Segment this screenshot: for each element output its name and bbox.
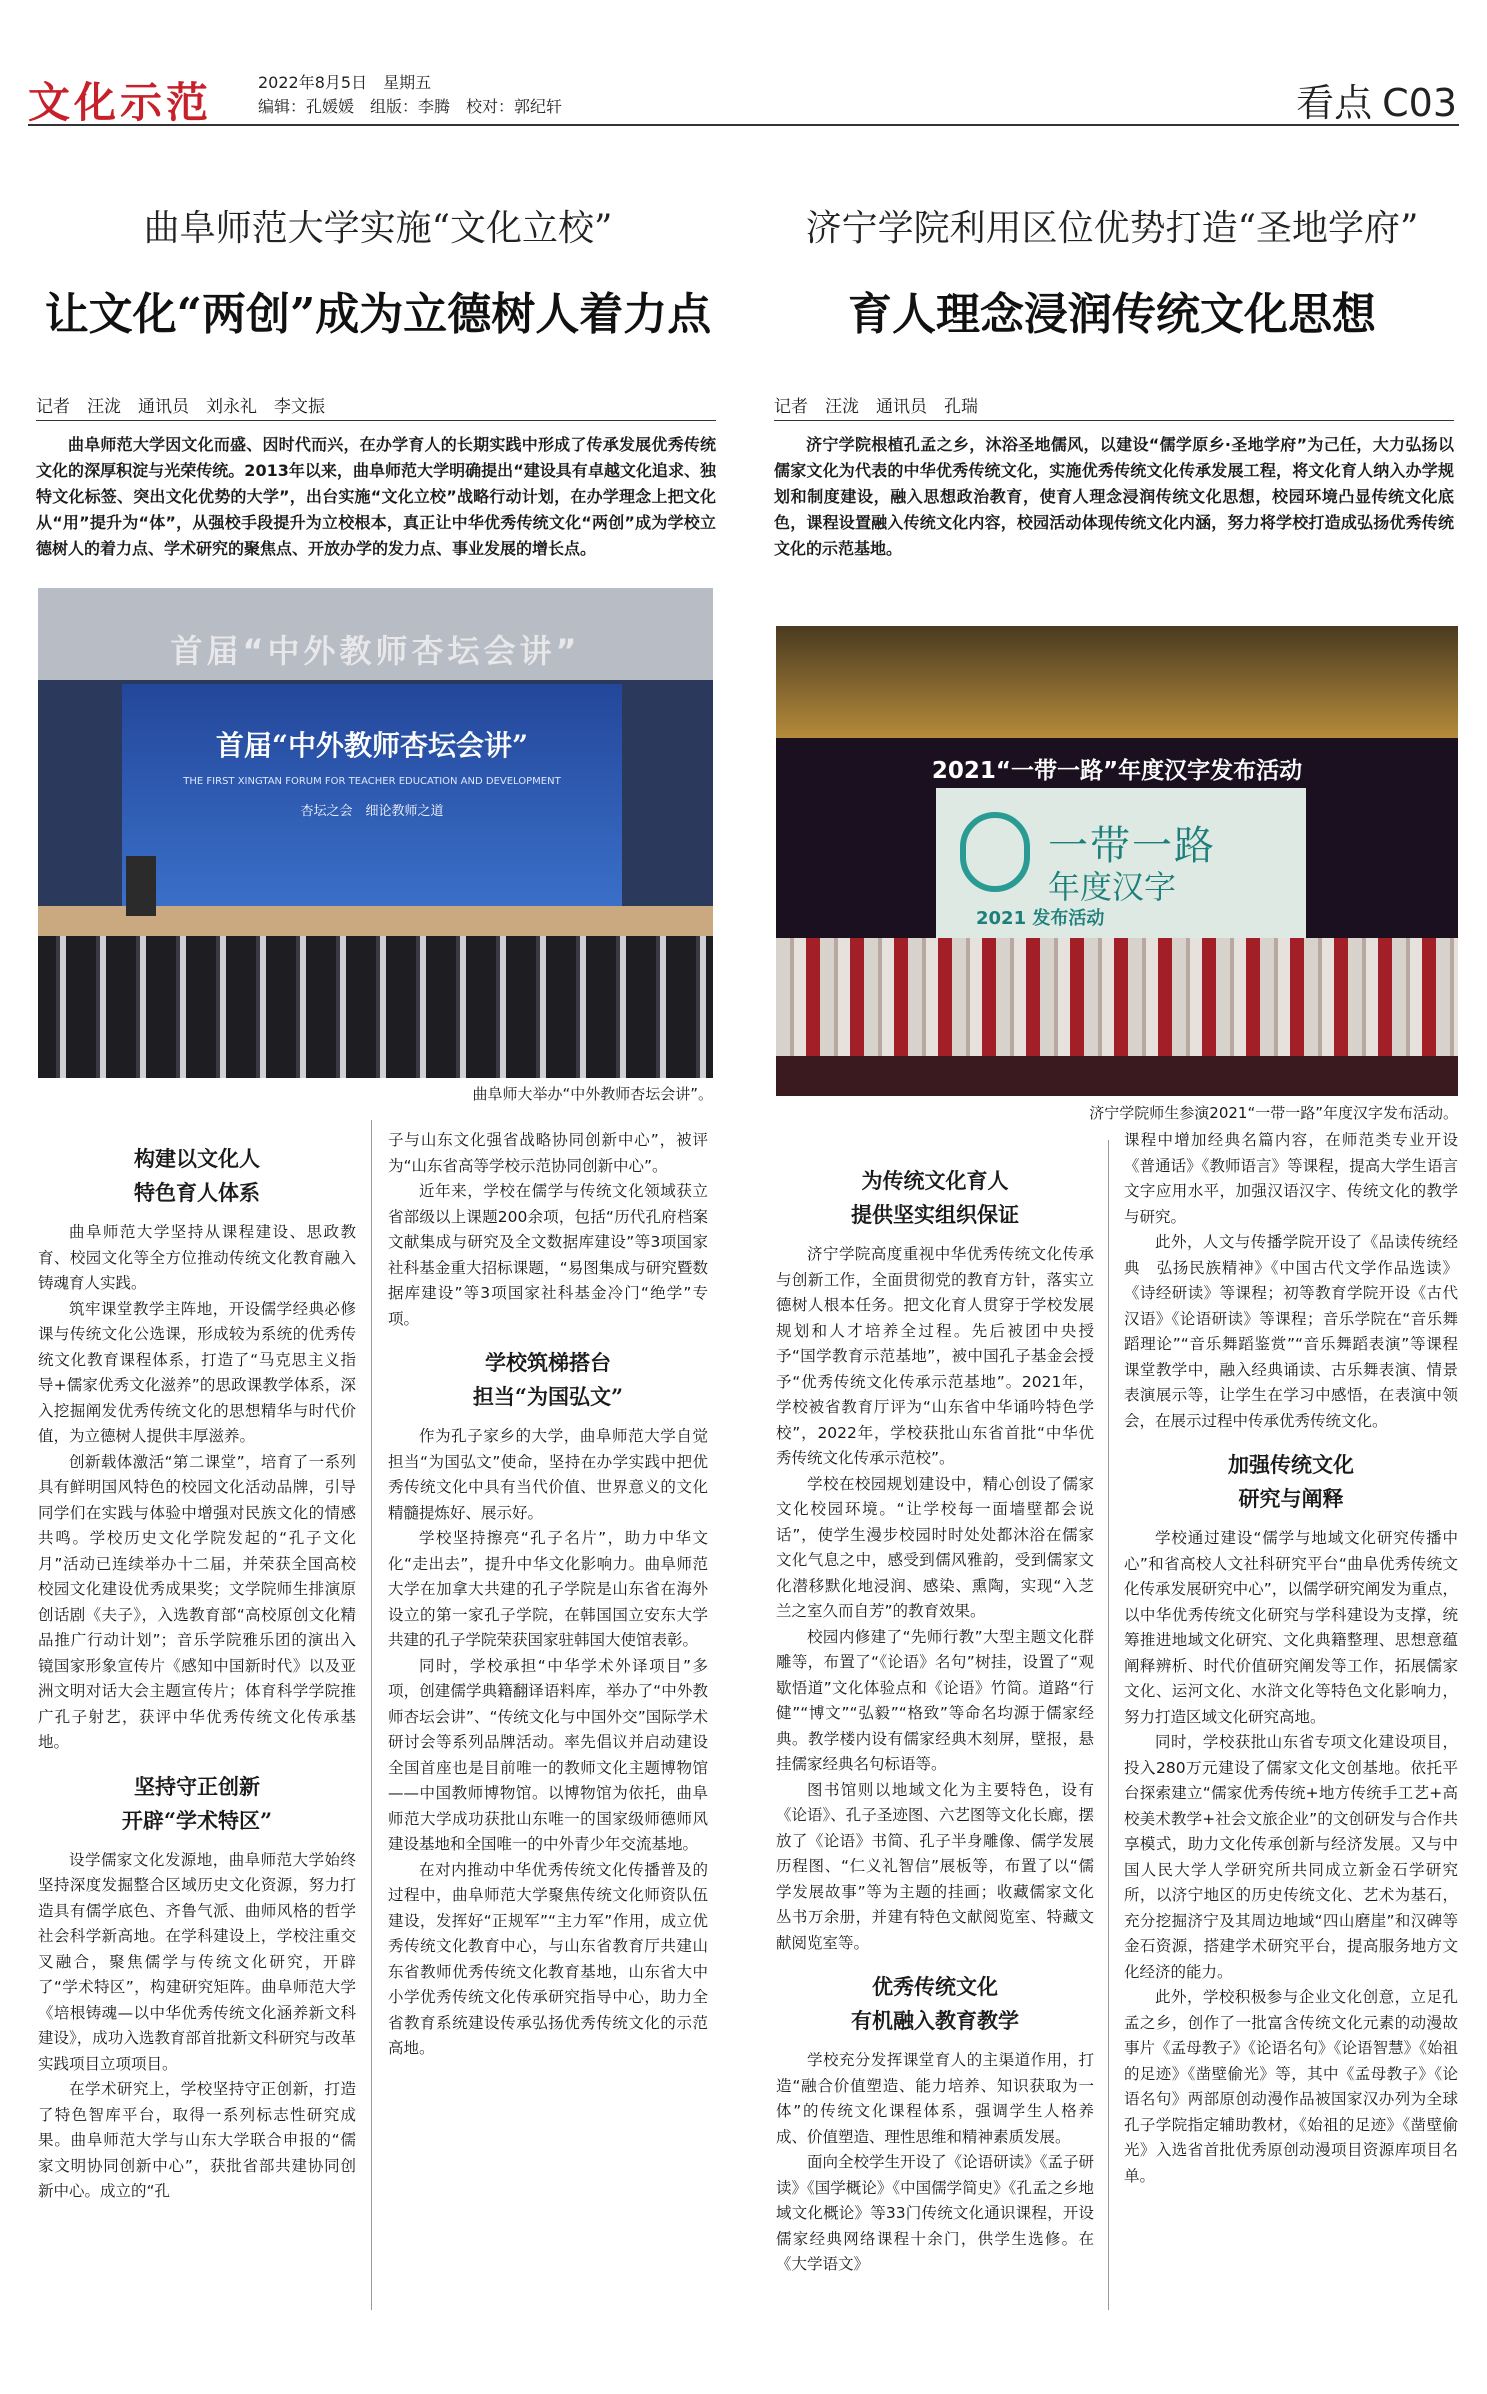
screen-subtitle: 杏坛之会 细论教师之道 [300,804,444,819]
paragraph: 学校坚持擦亮“孔子名片”，助力中华文化“走出去”，提升中华文化影响力。曲阜师范大学在加拿大共建的孔子学院是山东省在海外设立的第一家孔子学院，在韩国国立安东大学共建的孔子学院荣获国家驻韩国大使馆表彰。 [388,1529,708,1649]
paragraph: 此外，学校积极参与企业文化创意，立足孔孟之乡，创作了一批富含传统文化元素的动漫故事片《孟母教子》《论语名句》《论语智慧》《始祖的足迹》《凿壁偷光》等，其中《孟母教子》《论语名句》两部原创动漫作品被国家汉办列为全球孔子学院指定辅助教材，《始祖的足迹》《凿壁偷光》入选省首批优秀原创动漫项目资源库项目名单。 [1124,1988,1458,2185]
paragraph: 校园内修建了“先师行教”大型主题文化群雕等，布置了“《论语》名句”树挂，设置了“观歇悟道”文化体验点和《论语》竹简。道路“行健”“博文”“弘毅”“格致”等命名均源于儒家经典。教学楼内设有儒家经典木刻屏，壁报，悬挂儒家经典名句标语等。 [776,1627,1094,1773]
left-byline: 记者 汪泷 通讯员 刘永礼 李文振 [36,397,325,417]
speaker-podium [126,856,156,916]
page-tag [1296,72,1457,127]
paragraph: 学校通过建设“儒学与地域文化研究传播中心”和省高校人文社科研究平台“曲阜优秀传统文化传承发展研究中心”，以儒学研究阐发为重点，以中华优秀传统文化研究与学科建设为支撑，统筹推进地域文化研究、文化典籍整理、思想意蕴阐释辨析、时代价值研究阐发等工作，拓展儒家文化、运河文化、水浒文化等特色文化影响力，努力打造区域文化研究高地。 [1124,1529,1458,1726]
section-name: 看点 [1296,81,1373,125]
left-headline: 让文化“两创”成为立德树人着力点 [44,289,712,340]
left-photo [38,588,713,1078]
top-rule [28,124,1459,126]
right-byline: 记者 汪泷 通讯员 孔瑞 [774,397,978,417]
paragraph: 曲阜师范大学坚持从课程建设、思政教育、校园文化等全方位推动传统文化教育融入铸魂育人实践。 [38,1223,356,1292]
logo-emblem [960,812,1030,892]
column-divider [1108,1140,1109,2310]
issue-date: 2022年8月5日 星期五 [258,73,432,92]
column-divider [371,1120,372,2310]
paragraph: 同时，学校承担“中华学术外译项目”多项，创建儒学典籍翻译语料库，举办了“中外教师杏坛会讲”、“传统文化与中国外交”国际学术研讨会等系列品牌活动。率先倡议并启动建设全国首座也是目前唯一的教师文化主题博物馆——中国教师博物馆。以博物馆为依托，曲阜师范大学成功获批山东唯一的国家级师德师风建设基地和全国唯一的中外青少年交流基地。 [388,1656,708,1853]
paragraph: 近年来，学校在儒学与传统文化领域获立省部级以上课题200余项，包括“历代孔府档案文献集成与研究及全文数据库建设”等3项国家社科基金重大招标课题，“易图集成与研究暨数据库建设”等3项国家社科基金冷门“绝学”专项。 [388,1182,708,1328]
stage-floor [776,1056,1458,1096]
left-photo-caption: 曲阜师大举办“中外教师杏坛会讲”。 [472,1085,713,1103]
paragraph: 图书馆则以地域文化为主要特色，设有《论语》、孔子圣迹图、六艺图等文化长廊，摆放了《论语》书简、孔子半身雕像、儒学发展历程图、“仁义礼智信”展板等，布置了以“儒学发展故事”等为主题的挂画；收藏儒家文化丛书万余册，并建有特色文献阅览室、特藏文献阅览室等。 [776,1780,1094,1952]
left-lead: 曲阜师范大学因文化而盛、因时代而兴，在办学育人的长期实践中形成了传承发展优秀传统文化的深厚积淀与光荣传统。2013年以来，曲阜师范大学明确提出“建设具有卓越文化追求、独特文化标签、突出文化优势的大学”，出台实施“文化立校”战略行动计划，在办学理念上把文化从“用”提升为“体”，从强校手段提升为立校根本，真正让中华优秀传统文化“两创”成为学校立德树人的着力点、学术研究的聚焦点、开放办学的发力点、事业发展的增长点。 [36,435,716,558]
right-headline: 育人理念浸润传统文化思想 [848,289,1376,340]
subheading: 坚持守正创新 开辟“学术特区” [121,1773,273,1833]
photo-top-panel [776,626,1458,738]
paragraph: 学校充分发挥课堂育人的主渠道作用，打造“融合价值塑造、能力培养、知识获取为一体”的传统文化课程体系，强调学生人格养成、价值塑造、理性思维和精神素质发展。 [776,2051,1094,2146]
subheading: 学校筑梯搭台 担当“为国弘文” [472,1350,624,1409]
paragraph: 此外，人文与传播学院开设了《品读传统经典 弘扬民族精神》《中国古代文学作品选读》《诗经研读》等课程；初等教育学院开设《古代汉语》《论语研读》等课程；音乐学院在“音乐舞蹈理论”“音乐舞蹈鉴赏”“音乐舞蹈表演”等课程课堂教学中，融入经典诵读、古乐舞表演、情景表演展示等，让学生在学习中感悟，在表演中领会，在展示过程中传承优秀传统文化。 [1124,1233,1458,1430]
page-number: C03 [1382,81,1457,125]
left-column-1 [38,1128,356,2205]
screen-subtitle-en: THE FIRST XINGTAN FORUM FOR TEACHER EDUCATION AND DEVELOPMENT [183,776,561,787]
right-kicker: 济宁学院利用区位优势打造“圣地学府” [805,208,1419,249]
paragraph: 在对内推动中华优秀传统文化传播普及的过程中，曲阜师范大学聚焦传统文化师资队伍建设，发挥好“正规军”“主力军”作用，成立优秀传统文化教育中心，与山东省教育厅共建山东省教师优秀传统文化教育基地，山东省大中小学优秀传统文化传承研究指导中心，助力全省教育系统建设传承弘扬优秀传统文化的示范高地。 [388,1860,708,2057]
left-byline-rule [36,420,716,421]
stage-screen [122,684,622,906]
paragraph: 作为孔子家乡的大学，曲阜师范大学自觉担当“为国弘文”使命，坚持在办学实践中把优秀传统文化中具有当代价值、世界意义的文化精髓提炼好、展示好。 [388,1427,708,1522]
paragraph: 设学儒家文化发源地，曲阜师范大学始终坚持深度发掘整合区域历史文化资源，努力打造具有儒学底色、齐鲁气派、曲师风格的哲学社会科学新高地。在学科建设上，学校注重交叉融合，聚焦儒学与传统文化研究，开辟了“学术特区”，构建研究矩阵。曲阜师范大学《培根铸魂—以中华优秀传统文化涵养新文科建设》，成功入选教育部首批新文科研究与改革实践项目立项项目。 [38,1850,356,2073]
right-column-1 [776,1150,1094,2278]
photo-banner: 首届“中外教师杏坛会讲” [170,632,581,670]
paragraph: 学校在校园规划建设中，精心创设了儒家文化校园环境。“让学校每一面墙壁都会说话”，使学生漫步校园时时处处都沐浴在儒家文化气息之中，感受到儒风雅韵，受到儒家文化潜移默化地浸润、感染、熏陶，实现“入芝兰之室久而自芳”的教育效果。 [776,1474,1094,1620]
subheading: 加强传统文化 研究与阐释 [1228,1452,1354,1511]
logo-line-1: 一带一路 [1048,823,1216,869]
photo-banner: 2021“一带一路”年度汉字发布活动 [931,758,1303,784]
paragraph: 济宁学院高度重视中华优秀传统文化传承与创新工作，全面贯彻党的教育方针，落实立德树人根本任务。把文化育人贯穿于学校发展规划和人才培养全过程。先后被团中央授予“国学教育示范基地”，被中国孔子基金会授予“优秀传统文化传承示范基地”。2021年，学校被省教育厅评为“山东省中华诵吟特色学校”，2022年，学校获批山东省首批“中华优秀传统文化传承示范校”。 [776,1245,1094,1467]
screen-title: 首届“中外教师杏坛会讲” [215,729,529,762]
paragraph: 筑牢课堂教学主阵地，开设儒学经典必修课与传统文化公选课，形成较为系统的优秀传统文化教育课程体系，打造了“马克思主义指导+儒家优秀文化滋养”的思政课教学体系，深入挖掘阐发优秀传统文化的思想精华与时代价值，为立德树人提供丰厚滋养。 [38,1299,356,1445]
right-photo [776,626,1458,1096]
paragraph: 面向全校学生开设了《论语研读》《孟子研读》《国学概论》《中国儒学简史》《孔孟之乡地域文化概论》等33门传统文化通识课程，开设儒家经典网络课程十余门，供学生选修。在《大学语文》 [776,2153,1094,2273]
subheading: 为传统文化育人 提供坚实组织保证 [851,1168,1019,1227]
right-byline-rule [774,420,1454,421]
masthead-logo: 文化示范 [28,78,213,127]
paragraph: 在学术研究上，学校坚持守正创新，打造了特色智库平台，取得一系列标志性研究成果。曲阜师范大学与山东大学联合申报的“儒家文明协同创新中心”，获批省部共建协同创新中心。成立的“孔 [38,2080,356,2200]
right-lead: 济宁学院根植孔孟之乡，沐浴圣地儒风，以建设“儒学原乡·圣地学府”为己任，大力弘扬以儒家文化为代表的中华优秀传统文化，实施优秀传统文化传承发展工程，将文化育人纳入办学规划和制度建设，融入思想政治教育，使育人理念浸润传统文化思想，校园环境凸显传统文化底色，课程设置融入传统文化内容，校园活动体现传统文化内涵，努力将学校打造成弘扬优秀传统文化的示范基地。 [774,435,1454,558]
left-column-2 [388,1128,708,2062]
right-photo-caption: 济宁学院师生参演2021“一带一路”年度汉字发布活动。 [1089,1104,1458,1122]
audience [38,936,713,1078]
right-column-2 [1124,1128,1458,2189]
paragraph: 课程中增加经典名篇内容，在师范类专业开设《普通话》《教师语言》等课程，提高大学生语言文字应用水平，加强汉语汉字、传统文化的教学与研究。 [1124,1131,1458,1226]
performers [776,938,1458,1056]
subheading: 优秀传统文化 有机融入教育教学 [851,1974,1019,2033]
editorial-staff: 编辑：孔媛媛 组版：李腾 校对：郭纪轩 [258,97,563,116]
paragraph: 同时，学校获批山东省专项文化建设项目，投入280万元建设了儒家文化文创基地。依托平台探索建立“儒家优秀传统+地方传统手工艺+高校美术教学+社会文旅企业”的文创研发与合作共享模式，助力文化传承创新与经济发展。又与中国人民大学人学研究所共同成立新金石学研究所，以济宁地区的历史传统文化、艺术为基石，充分挖掘济宁及其周边地域“四山磨崖”和汉碑等金石资源，搭建学术研究平台，提高服务地方文化经济的能力。 [1124,1733,1458,1981]
paragraph: 子与山东文化强省战略协同创新中心”，被评为“山东省高等学校示范协同创新中心”。 [388,1131,708,1175]
logo-line-2: 年度汉字 [1048,868,1177,906]
subheading: 构建以文化人 特色育人体系 [134,1146,260,1205]
logo-line-3: 2021 发布活动 [976,908,1105,929]
paragraph: 创新载体激活“第二课堂”，培育了一系列具有鲜明国风特色的校园文化活动品牌，引导同学们在实践与体验中增强对民族文化的情感共鸣。学校历史文化学院发起的“孔子文化月”活动已连续举办十二届，并荣获全国高校校园文化建设优秀成果奖；文学院师生排演原创话剧《夫子》，入选教育部“高校原创文化精品推广行动计划”；音乐学院雅乐团的演出入镜国家形象宣传片《感知中国新时代》以及亚洲文明对话大会主题宣传片；体育科学学院推广孔子射艺，获评中华优秀传统文化传承基地。 [38,1452,356,1751]
left-kicker: 曲阜师范大学实施“文化立校” [143,208,613,249]
stage-screen [936,788,1306,938]
